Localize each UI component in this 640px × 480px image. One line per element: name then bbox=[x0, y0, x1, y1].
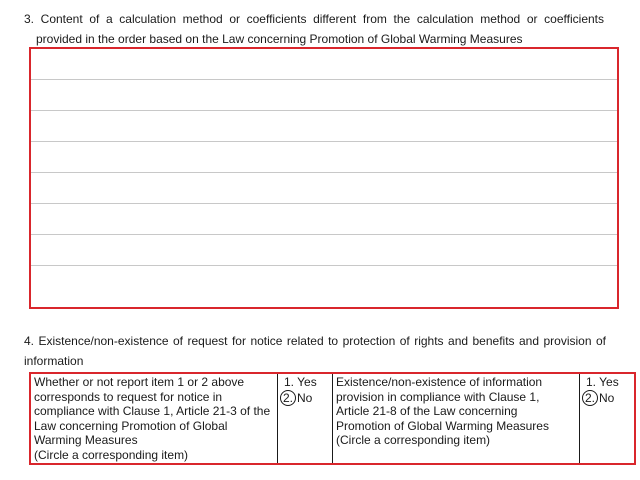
question-line: Law concerning Promotion of Global bbox=[34, 418, 228, 433]
information-provision-options bbox=[580, 373, 636, 464]
answer-line bbox=[31, 110, 617, 111]
option-no-label: No bbox=[297, 390, 313, 405]
section-3-line-2: provided in the order based on the Law concerning Promotion of Global Warming Measures bbox=[36, 32, 523, 46]
question-line: Whether or not report item 1 or 2 above bbox=[34, 375, 245, 389]
selected-circle: 2. bbox=[582, 390, 598, 406]
answer-line bbox=[31, 234, 617, 235]
answer-line bbox=[31, 141, 617, 142]
question-line: Existence/non-existence of information bbox=[336, 375, 543, 389]
request-notice-table bbox=[29, 372, 636, 465]
calculation-method-answer-box[interactable] bbox=[29, 47, 619, 309]
option-yes[interactable]: 1. Yes bbox=[586, 375, 619, 389]
question-line: provision in compliance with Clause 1, bbox=[336, 389, 540, 404]
option-yes[interactable]: 1. Yes bbox=[284, 375, 317, 389]
question-line: corresponds to request for notice in bbox=[34, 389, 223, 404]
question-line: (Circle a corresponding item) bbox=[34, 447, 189, 462]
answer-line bbox=[31, 172, 617, 173]
notice-request-question bbox=[30, 373, 278, 464]
notice-request-options bbox=[278, 373, 333, 464]
question-line: Article 21-8 of the Law concerning bbox=[336, 404, 518, 418]
question-line: compliance with Clause 1, Article 21-3 of the bbox=[34, 404, 271, 418]
table-row bbox=[30, 373, 635, 464]
option-no[interactable] bbox=[583, 390, 631, 406]
question-line: Promotion of Global Warming Measures bbox=[336, 418, 549, 433]
section-3-heading bbox=[24, 9, 604, 49]
answer-line bbox=[31, 79, 617, 80]
information-provision-question bbox=[333, 373, 580, 464]
answer-line bbox=[31, 265, 617, 266]
question-line: Warming Measures bbox=[34, 433, 138, 447]
question-line: (Circle a corresponding item) bbox=[336, 433, 491, 447]
section-4-line-2: information bbox=[24, 354, 84, 368]
section-3-line-1: 3. Content of a calculation method or coefficients different from the calculation method or coefficients bbox=[24, 12, 604, 26]
selected-circle: 2. bbox=[280, 390, 296, 406]
option-no[interactable] bbox=[281, 390, 329, 406]
answer-line bbox=[31, 203, 617, 204]
option-no-label: No bbox=[599, 390, 615, 405]
section-4-heading bbox=[24, 331, 606, 371]
section-4-line-1: 4. Existence/non-existence of request for notice related to protection of rights and benefits and provision of bbox=[24, 334, 606, 348]
